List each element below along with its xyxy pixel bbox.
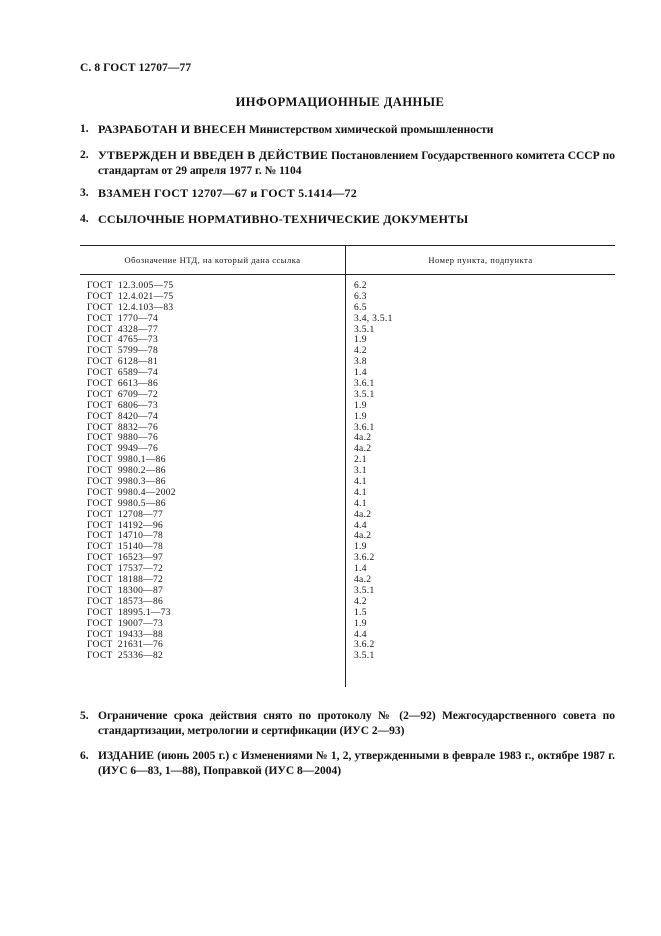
table-row xyxy=(80,575,615,586)
table-row xyxy=(80,401,615,412)
clause-number: 1.4 xyxy=(354,564,367,575)
clause-number: 3.6.2 xyxy=(354,553,375,564)
table-row xyxy=(80,357,615,368)
document-designation: ГОСТ 6613—86 xyxy=(87,379,159,390)
clause-number: 1.5 xyxy=(354,607,367,618)
document-designation: ГОСТ 9880—76 xyxy=(87,433,159,444)
clause-number: 3.5.1 xyxy=(354,324,375,335)
clause-number: 4а.2 xyxy=(354,444,372,455)
clause-number: 4.4 xyxy=(354,520,367,531)
document-designation: ГОСТ 9980.2—86 xyxy=(87,466,166,477)
table-row xyxy=(80,608,615,619)
clause-number: 6.5 xyxy=(354,302,367,313)
table-row xyxy=(80,564,615,575)
document-designation: ГОСТ 9980.5—86 xyxy=(87,498,166,509)
clause-number: 3.5.1 xyxy=(354,389,375,400)
clause-number: 1.4 xyxy=(354,368,367,379)
document-designation: ГОСТ 21631—76 xyxy=(87,640,164,651)
column-header-clause: Номер пункта, подпункта xyxy=(428,255,533,265)
table-row xyxy=(80,510,615,521)
document-designation: ГОСТ 6806—73 xyxy=(87,400,159,411)
document-designation: ГОСТ 18573—86 xyxy=(87,596,164,607)
clause-number: 4а.2 xyxy=(354,433,372,444)
clause-number: 1.9 xyxy=(354,411,367,422)
info-item-1 xyxy=(80,122,615,138)
table-row xyxy=(80,292,615,303)
info-item-6 xyxy=(80,749,615,779)
table-row xyxy=(80,281,615,292)
table-row xyxy=(80,542,615,553)
table-row xyxy=(80,640,615,651)
clause-number: 3.5.1 xyxy=(354,651,375,662)
clause-number: 4.1 xyxy=(354,477,367,488)
table-row xyxy=(80,335,615,346)
table-row xyxy=(80,499,615,510)
table-row xyxy=(80,586,615,597)
clause-number: 4.2 xyxy=(354,346,367,357)
item-number: 2. xyxy=(80,149,89,161)
clause-number: 4.1 xyxy=(354,498,367,509)
clause-number: 2.1 xyxy=(354,455,367,466)
document-designation: ГОСТ 9949—76 xyxy=(87,444,159,455)
clause-number: 3.4, 3.5.1 xyxy=(354,313,393,324)
clause-number: 4а.2 xyxy=(354,509,372,520)
document-designation: ГОСТ 18995.1—73 xyxy=(87,607,171,618)
document-designation: ГОСТ 15140—78 xyxy=(87,542,164,553)
table-row xyxy=(80,346,615,357)
clause-number: 4.2 xyxy=(354,596,367,607)
document-designation: ГОСТ 18300—87 xyxy=(87,585,164,596)
table-row xyxy=(80,521,615,532)
table-row xyxy=(80,597,615,608)
table-row xyxy=(80,651,615,662)
document-designation: ГОСТ 1770—74 xyxy=(87,313,159,324)
table-row xyxy=(80,477,615,488)
table-row xyxy=(80,531,615,542)
table-row xyxy=(80,619,615,630)
table-top-rule xyxy=(80,245,615,246)
document-designation: ГОСТ 6709—72 xyxy=(87,389,159,400)
info-item-4 xyxy=(80,212,615,228)
document-designation: ГОСТ 14710—78 xyxy=(87,531,164,542)
table-row xyxy=(80,488,615,499)
clause-number: 3.6.2 xyxy=(354,640,375,651)
document-designation: ГОСТ 9980.1—86 xyxy=(87,455,166,466)
item-number: 5. xyxy=(80,710,89,722)
item-number: 3. xyxy=(80,187,89,199)
document-designation: ГОСТ 12.4.021—75 xyxy=(87,291,174,302)
table-row xyxy=(80,325,615,336)
item-number: 4. xyxy=(80,213,89,225)
document-designation: ГОСТ 9980.3—86 xyxy=(87,477,166,488)
document-designation: ГОСТ 9980.4—2002 xyxy=(87,487,176,498)
document-title: ИНФОРМАЦИОННЫЕ ДАННЫЕ xyxy=(235,95,445,109)
item-heading: ВЗАМЕН ГОСТ 12707—67 и ГОСТ 5.1414—72 xyxy=(98,186,357,200)
item-heading: ССЫЛОЧНЫЕ НОРМАТИВНО-ТЕХНИЧЕСКИЕ ДОКУМЕНТЫ xyxy=(98,212,469,226)
item-text: Постановлением Государственного комитета СССР по стандартам от 29 апреля 1977 г. № 1104 xyxy=(98,150,615,177)
table-row xyxy=(80,466,615,477)
table-header-rule xyxy=(80,274,615,275)
table-row xyxy=(80,455,615,466)
table-row xyxy=(80,433,615,444)
clause-number: 3.1 xyxy=(354,466,367,477)
page-header: С. 8 ГОСТ 12707—77 xyxy=(80,62,192,74)
clause-number: 3.6.1 xyxy=(354,422,375,433)
table-row xyxy=(80,412,615,423)
document-designation: ГОСТ 14192—96 xyxy=(87,520,164,531)
clause-number: 1.9 xyxy=(354,542,367,553)
document-designation: ГОСТ 17537—72 xyxy=(87,564,164,575)
clause-number: 3.5.1 xyxy=(354,585,375,596)
column-header-document: Обозначение НТД, на который дана ссылка xyxy=(124,255,301,265)
table-body xyxy=(80,281,615,662)
item-number: 1. xyxy=(80,123,89,135)
clause-number: 4.1 xyxy=(354,487,367,498)
document-designation: ГОСТ 6128—81 xyxy=(87,357,159,368)
item-text: ИЗДАНИЕ (июнь 2005 г.) с Изменениями № 1, 2, утвержденными в феврале 1983 г., октябре 1987 г. (ИУС 6—83, 1—88), Поправкой (ИУС 8—2004) xyxy=(98,750,615,777)
document-designation: ГОСТ 12.4.103—83 xyxy=(87,302,174,313)
info-item-3 xyxy=(80,186,615,202)
document-designation: ГОСТ 19007—73 xyxy=(87,618,164,629)
item-heading: УТВЕРЖДЕН И ВВЕДЕН В ДЕЙСТВИЕ xyxy=(98,148,328,162)
table-row xyxy=(80,444,615,455)
info-item-2 xyxy=(80,148,615,179)
clause-number: 6.3 xyxy=(354,291,367,302)
item-heading: РАЗРАБОТАН И ВНЕСЕН xyxy=(98,122,247,136)
info-item-5 xyxy=(80,709,615,739)
table-row xyxy=(80,379,615,390)
clause-number: 3.8 xyxy=(354,357,367,368)
table-row xyxy=(80,553,615,564)
clause-number: 4а.2 xyxy=(354,531,372,542)
reference-table xyxy=(80,245,615,687)
clause-number: 4.4 xyxy=(354,629,367,640)
document-designation: ГОСТ 4765—73 xyxy=(87,335,159,346)
document-designation: ГОСТ 5799—78 xyxy=(87,346,159,357)
table-row xyxy=(80,390,615,401)
document-designation: ГОСТ 12.3.005—75 xyxy=(87,281,174,291)
document-designation: ГОСТ 18188—72 xyxy=(87,575,164,586)
clause-number: 6.2 xyxy=(354,281,367,291)
document-designation: ГОСТ 8832—76 xyxy=(87,422,159,433)
table-row xyxy=(80,303,615,314)
document-designation: ГОСТ 16523—97 xyxy=(87,553,164,564)
table-row xyxy=(80,368,615,379)
clause-number: 1.9 xyxy=(354,335,367,346)
document-designation: ГОСТ 19433—88 xyxy=(87,629,164,640)
clause-number: 3.6.1 xyxy=(354,379,375,390)
table-row xyxy=(80,423,615,434)
document-designation: ГОСТ 8420—74 xyxy=(87,411,159,422)
document-designation: ГОСТ 6589—74 xyxy=(87,368,159,379)
item-text: Ограничение срока действия снято по протоколу № (2—92) Межгосударственного совета по стандартизации, метрологии и сертификации (ИУС 2—93) xyxy=(98,710,615,737)
document-designation: ГОСТ 12708—77 xyxy=(87,509,164,520)
clause-number: 1.9 xyxy=(354,618,367,629)
item-text: Министерством химической промышленности xyxy=(246,124,494,136)
clause-number: 1.9 xyxy=(354,400,367,411)
table-row xyxy=(80,630,615,641)
document-designation: ГОСТ 25336—82 xyxy=(87,651,164,662)
table-row xyxy=(80,314,615,325)
item-number: 6. xyxy=(80,750,89,762)
clause-number: 4а.2 xyxy=(354,575,372,586)
document-designation: ГОСТ 4328—77 xyxy=(87,324,159,335)
